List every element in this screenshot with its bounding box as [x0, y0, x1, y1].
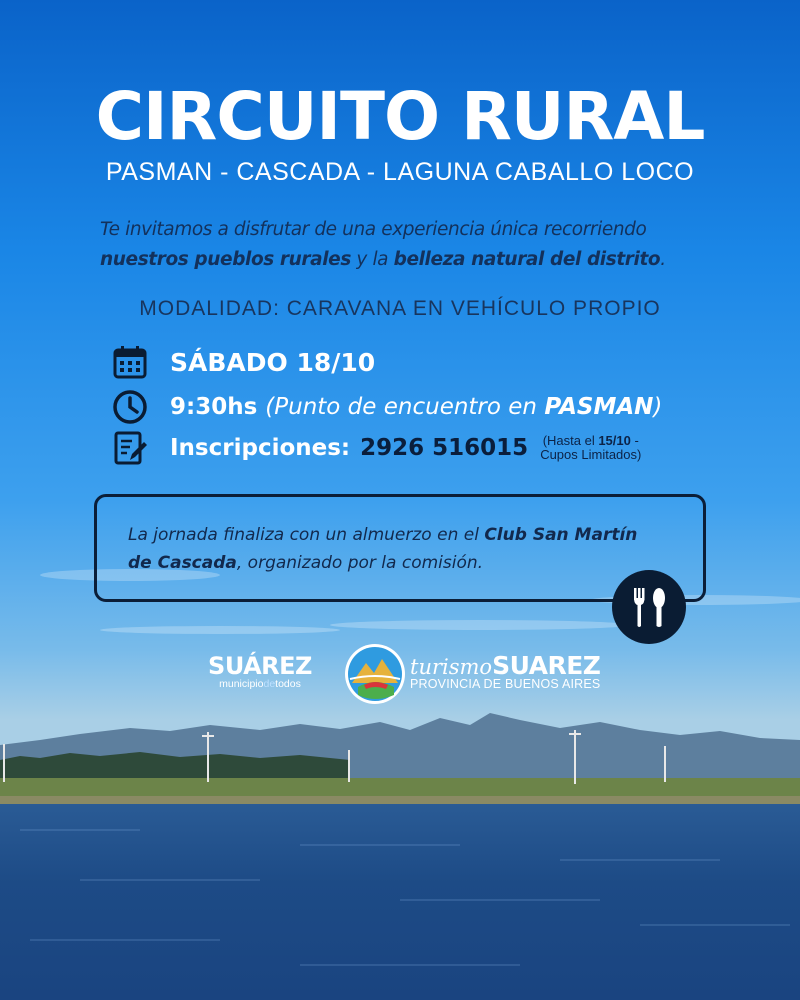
event-time: 9:30hs	[170, 394, 258, 420]
municipio-name: SUÁREZ	[208, 652, 312, 680]
municipio-tag-c: todos	[275, 678, 301, 690]
route-subtitle: PASMAN - CASCADA - LAGUNA CABALLO LOCO	[105, 158, 695, 186]
lunch-text-1: La jornada finaliza con un almuerzo en el	[128, 525, 485, 545]
fork-knife-badge	[612, 570, 686, 644]
municipio-tag-a: municipio	[219, 678, 264, 690]
registration-note-mid: -	[630, 433, 639, 448]
provincia-label: PROVINCIA DE BUENOS AIRES	[410, 677, 601, 691]
turismo-script: turismo	[410, 655, 493, 679]
municipio-logo	[200, 652, 320, 690]
registration-note-prefix: (Hasta el	[542, 433, 599, 448]
meeting-point	[265, 394, 662, 420]
lunch-text-2: , organizado por la comisión.	[236, 553, 484, 573]
registration-note-line2: Cupos Limitados)	[540, 447, 642, 462]
intro-period: .	[660, 249, 666, 270]
calendar-icon	[112, 344, 148, 380]
turismo-logo	[410, 651, 600, 691]
lunch-venue-2: de Cascada	[128, 553, 237, 573]
lunch-info-text	[128, 521, 668, 577]
date-row	[112, 344, 375, 380]
intro-paragraph	[100, 215, 720, 275]
lunch-venue-1: Club San Martín	[484, 525, 638, 545]
registration-note	[540, 434, 641, 462]
time-row	[112, 389, 662, 425]
shore	[0, 796, 800, 804]
form-pencil-icon	[112, 430, 148, 466]
meeting-point-open: (Punto de encuentro en	[265, 394, 545, 420]
page-title: CIRCUITO RURAL	[95, 78, 705, 155]
meeting-point-close: )	[653, 394, 663, 420]
meeting-point-place: PASMAN	[544, 394, 654, 420]
turismo-wordmark	[410, 651, 600, 680]
intro-highlight-2: belleza natural del distrito	[393, 249, 661, 270]
intro-highlight-1: nuestros pueblos rurales	[100, 249, 351, 270]
fork-knife-icon	[612, 570, 686, 644]
modality-text: MODALIDAD: CARAVANA EN VEHÍCULO PROPIO	[139, 297, 661, 320]
event-date: SÁBADO 18/10	[170, 347, 376, 377]
intro-connector: y la	[350, 249, 394, 270]
clock-icon	[112, 389, 148, 425]
turismo-emblem-icon	[344, 643, 406, 705]
municipio-tag-b: de	[263, 678, 276, 690]
registration-phone: 2926 516015	[360, 435, 529, 461]
turismo-bold: SUAREZ	[492, 651, 601, 680]
lagoon-water	[0, 804, 800, 1000]
registration-deadline: 15/10	[598, 433, 631, 448]
intro-line-1: Te invitamos a disfrutar de una experiencia única recorriendo	[100, 219, 647, 240]
registration-label: Inscripciones:	[170, 435, 351, 461]
tree-line	[0, 752, 350, 782]
registration-row	[112, 430, 641, 466]
